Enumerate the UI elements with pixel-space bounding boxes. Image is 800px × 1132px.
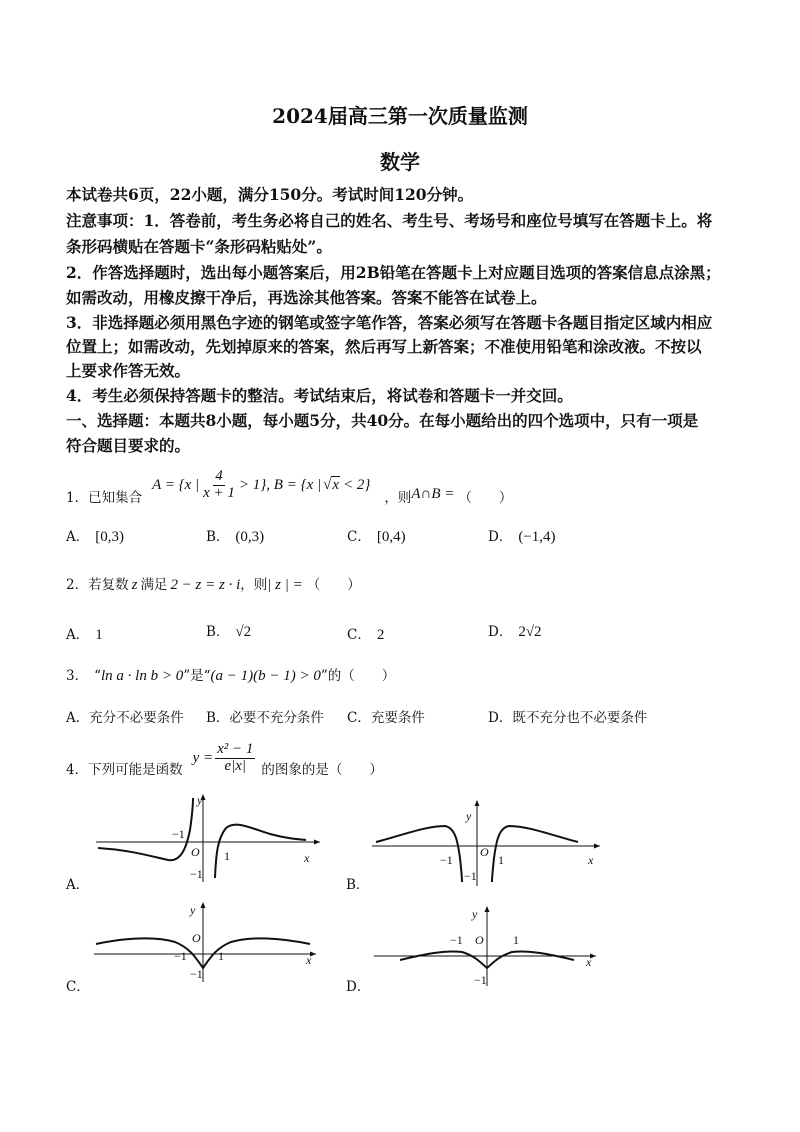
tick-label: −1 [174, 949, 187, 963]
option-value: √2 [235, 624, 252, 640]
graph-c-label: C． [66, 979, 90, 995]
option-label: D． [488, 710, 513, 726]
function-fraction [215, 742, 255, 775]
axis-label-y: y [197, 793, 203, 807]
option-b [206, 525, 264, 546]
option-d [488, 706, 647, 726]
graph-a-label: A． [66, 877, 90, 893]
graph-d [370, 902, 610, 988]
graph-d-label: D． [346, 979, 371, 995]
axis-label-y: y [466, 809, 472, 823]
axis-label-y: y [472, 907, 478, 921]
set-a-left: A = {x | [152, 476, 200, 493]
sqrt-sign: √ [323, 476, 332, 493]
graph-b [370, 796, 610, 888]
tick-label: 1 [498, 853, 504, 867]
option-d [488, 525, 556, 546]
condition-1: ln a · ln b > 0 [101, 668, 184, 684]
option-label: C． [347, 529, 371, 545]
option-a [66, 525, 124, 546]
set-b-right: < 2} [343, 476, 371, 493]
axis-label-x: x [588, 853, 594, 867]
option-label: B． [206, 710, 230, 726]
tick-label: −1 [450, 933, 463, 947]
tick-label: 1 [218, 949, 224, 963]
axis-label-y: y [190, 903, 196, 917]
option-label: A． [66, 529, 90, 545]
option-c [347, 623, 384, 644]
question-3-tail: ”的（ ） [320, 668, 396, 684]
option-label: D． [488, 529, 513, 545]
x-axis-arrow [314, 840, 320, 845]
instruction-line: 3．非选择题必须用黑色字迹的钢笔或签字笔作答，答案必须写在答题卡各题目指定区域内相应 [66, 313, 713, 332]
option-value: 必要不充分条件 [229, 710, 324, 726]
option-value: 2 [376, 627, 385, 643]
section-heading: 符合题目要求的。 [66, 436, 191, 455]
option-a [66, 706, 184, 726]
tick-label: 1 [224, 849, 230, 863]
fraction [201, 469, 237, 502]
question-3-number: 3． [66, 668, 89, 684]
modulus-expr: | z | = [267, 577, 303, 593]
instruction-line: 本试卷共6页，22小题，满分150分。考试时间120分钟。 [66, 185, 474, 204]
question-3 [66, 664, 395, 685]
axis-label-x: x [304, 851, 310, 865]
fraction-numerator: 4 [215, 467, 223, 484]
instruction-line: 如需改动，用橡皮擦干净后，再选涂其他答案。答案不能答在试卷上。 [66, 288, 547, 307]
option-label: C． [347, 710, 371, 726]
option-value: 2√2 [518, 624, 542, 640]
option-label: B． [206, 624, 230, 640]
option-label: A． [66, 627, 90, 643]
tick-label: −1 [474, 973, 487, 987]
tick-label: −1 [190, 967, 203, 981]
origin-label: O [475, 933, 484, 947]
var-z: z [131, 577, 138, 593]
option-d [488, 620, 542, 641]
curve-right [492, 826, 578, 882]
option-value: 充分不必要条件 [89, 710, 184, 726]
option-label: B． [206, 529, 230, 545]
option-value: [0,3) [95, 529, 124, 545]
graph-c [90, 898, 330, 984]
graph-a [90, 790, 330, 885]
question-2-mid: 满足 [140, 577, 168, 593]
option-value: (−1,4) [518, 529, 556, 545]
option-label: A． [66, 710, 90, 726]
subject-title: 数学 [380, 150, 420, 174]
question-2-comma: ，则 [240, 577, 268, 593]
option-value: 1 [95, 627, 103, 643]
equation: 2 − z = z · i [170, 577, 241, 593]
instruction-line: 位置上；如需改动，先划掉原来的答案，然后再写上新答案；不准使用铅笔和涂改液。不按以 [66, 337, 702, 356]
origin-label: O [191, 845, 200, 859]
tick-label: −1 [190, 867, 203, 881]
question-4 [66, 735, 383, 781]
option-value: [0,4) [376, 529, 406, 545]
set-a-right: > 1}, B = {x | [238, 476, 322, 493]
fraction-denominator: x + 1 [203, 484, 235, 501]
answer-paren: （ ） [306, 577, 361, 593]
fraction-numerator: x² − 1 [217, 740, 254, 757]
question-1-suffix: ，则 [384, 490, 412, 506]
x-axis-arrow [594, 844, 600, 849]
instruction-line: 上要求作答无效。 [66, 361, 191, 380]
tick-label: −1 [464, 869, 477, 883]
axis-label-x: x [306, 953, 312, 967]
instruction-line: 注意事项：1．答卷前，考生务必将自己的姓名、考生号、考场号和座位号填写在答题卡上。将 [66, 211, 713, 230]
y-axis-arrow [485, 906, 490, 912]
quote-open: “ [94, 668, 101, 684]
option-value: (0,3) [235, 529, 265, 545]
option-b [206, 620, 251, 641]
option-b [206, 706, 324, 726]
tick-label: −1 [440, 853, 453, 867]
option-label: C． [347, 627, 371, 643]
answer-paren: （ ） [458, 490, 513, 506]
sqrt-radicand: x [332, 477, 340, 493]
section-heading: 一、选择题：本题共8小题，每小题5分，共40分。在每小题给出的四个选项中，只有一项是 [66, 411, 699, 430]
option-c [347, 706, 425, 726]
function-y: y = [192, 749, 214, 766]
option-label: D． [488, 624, 513, 640]
question-2-stem: 2．若复数 [66, 577, 129, 593]
tick-label: 1 [513, 933, 519, 947]
question-1-stem: 1．已知集合 [66, 490, 143, 506]
instruction-line: 4．考生必须保持答题卡的整洁。考试结束后，将试卷和答题卡一并交回。 [66, 386, 573, 405]
question-4-stem: 4．下列可能是函数 [66, 762, 183, 778]
instruction-line: 2．作答选择题时，选出每小题答案后，用2B铅笔在答题卡上对应题目选项的答案信息点涂黑； [66, 263, 721, 282]
quote-close: ”是“ [183, 668, 211, 684]
option-a [66, 623, 103, 644]
question-2 [66, 573, 361, 594]
axis-label-x: x [586, 955, 592, 969]
origin-label: O [480, 845, 489, 859]
y-axis-arrow [201, 902, 206, 908]
condition-2: (a − 1)(b − 1) > 0 [210, 668, 321, 684]
intersection-expr: A∩B = [411, 485, 455, 502]
origin-label: O [192, 931, 201, 945]
instruction-line: 条形码横贴在答题卡“条形码粘贴处”。 [66, 237, 332, 256]
option-value: 既不充分也不必要条件 [512, 710, 648, 726]
option-c [347, 525, 406, 546]
question-1 [66, 460, 512, 510]
option-value: 充要条件 [370, 710, 425, 726]
y-axis-arrow [475, 800, 480, 806]
exam-title: 2024届高三第一次质量监测 [272, 104, 528, 128]
fraction-denominator: e|x| [224, 757, 247, 774]
question-4-suffix: 的图象的是（ ） [261, 762, 383, 778]
graph-b-label: B． [346, 877, 370, 893]
tick-label: −1 [172, 827, 185, 841]
